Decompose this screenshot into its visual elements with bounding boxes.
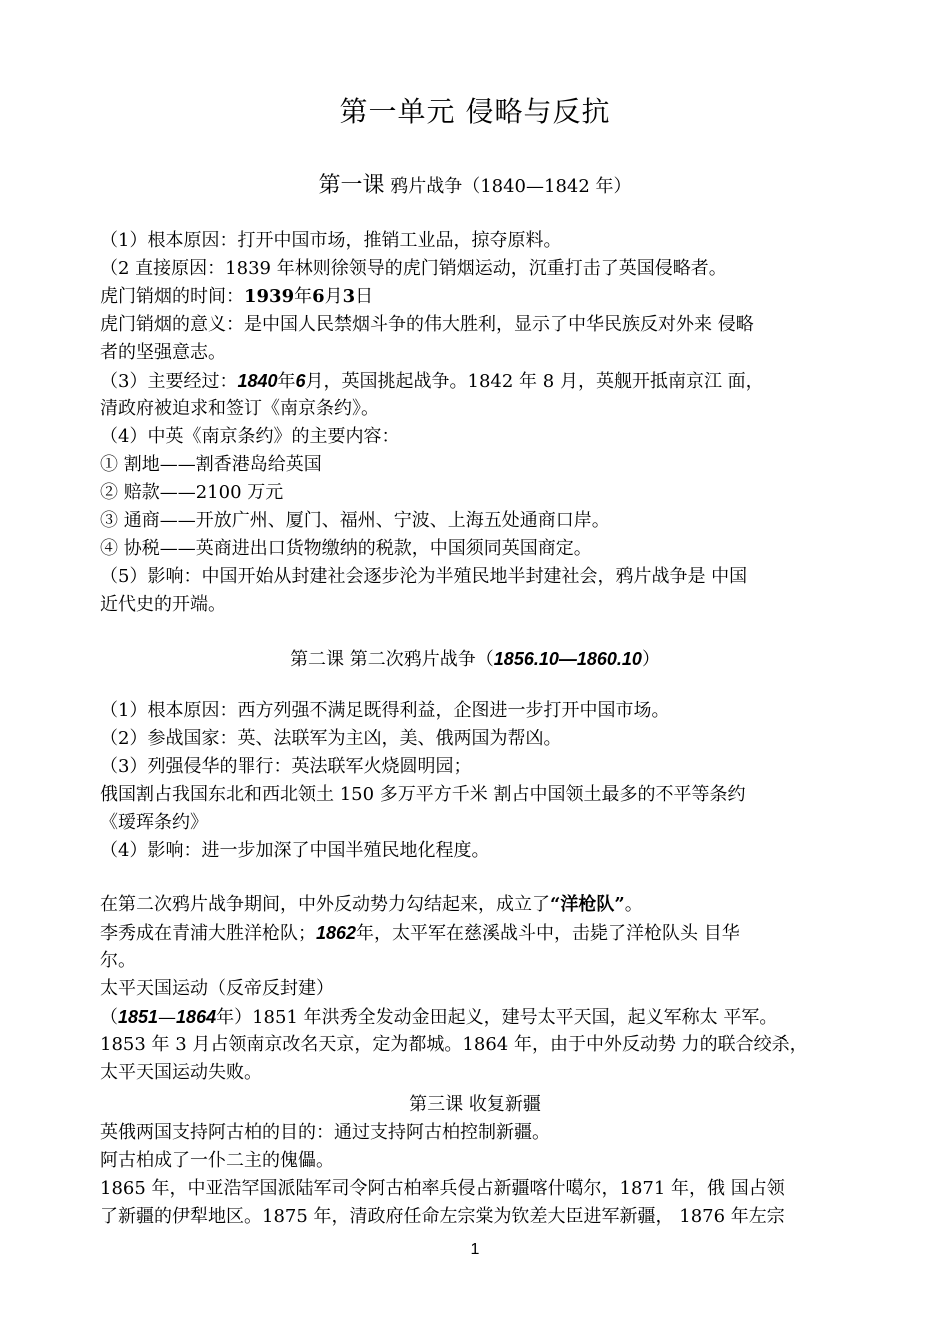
text-segment: 在第二次鸦片战争期间，中外反动势力勾结起来，成立了: [100, 894, 550, 915]
text-line: 者的坚强意志。: [100, 342, 226, 363]
text-line: （2 直接原因：1839 年林则徐领导的虎门销烟运动，沉重打击了英国侵略者。: [100, 258, 727, 279]
bold-term: “洋枪队”: [550, 894, 625, 915]
text-segment: 虎门销烟的时间：: [100, 286, 244, 307]
text-line: [100, 1003, 860, 1032]
text-line: 尔。: [100, 950, 136, 971]
lesson1-heading: [0, 172, 950, 201]
lesson2-dates: 1856.10—1860.10: [493, 649, 642, 669]
lesson3-heading: 第三课 收复新疆: [409, 1094, 541, 1115]
text-line: （5）影响：中国开始从封建社会逐步沦为半殖民地半封建社会，鸦片战争是 中国: [100, 566, 748, 587]
lesson2-heading-text: 第二课 第二次鸦片战争（: [290, 649, 494, 670]
text-line: （2）参战国家：英、法联军为主凶，美、俄两国为帮凶。: [100, 728, 562, 749]
dash-segment: —: [158, 1007, 177, 1028]
text-segment: 年: [294, 286, 313, 307]
text-segment: 年，太平军在慈溪战斗中，击毙了洋枪队头 目华: [356, 923, 740, 944]
text-line: 英俄两国支持阿古柏的目的：通过支持阿古柏控制新疆。: [100, 1122, 550, 1143]
lesson2-heading: [0, 645, 950, 674]
text-line: （3）列强侵华的罪行：英法联军火烧圆明园；: [100, 756, 472, 777]
text-line: 虎门销烟的意义：是中国人民禁烟斗争的伟大胜利，显示了中华民族反对外来 侵略: [100, 314, 754, 335]
list-item: ② 赔款——2100 万元: [100, 482, 284, 503]
page-number: 1: [470, 1241, 480, 1258]
text-line: 太平天国运动失败。: [100, 1062, 262, 1083]
text-segment: 。: [624, 894, 643, 915]
text-line: 阿古柏成了一仆二主的傀儡。: [100, 1150, 334, 1171]
unit-title: 第一单元 侵略与反抗: [339, 95, 611, 128]
month-bold: 6: [312, 286, 325, 307]
lesson2-heading-close: ）: [641, 649, 660, 670]
text-line: 《瑷珲条约》: [100, 812, 208, 833]
year-bold-italic: 1851: [118, 1007, 159, 1027]
text-line: （4）中英《南京条约》的主要内容：: [100, 426, 400, 447]
text-segment: 年: [277, 371, 296, 392]
list-item: ③ 通商——开放广州、厦门、福州、宁波、上海五处通商口岸。: [100, 510, 610, 531]
lesson1-heading-rest: 鸦片战争（1840—1842 年）: [390, 176, 632, 197]
text-segment: （: [100, 1007, 118, 1028]
text-line: 1865 年，中亚浩罕国派陆军司令阿古柏率兵侵占新疆喀什噶尔，1871 年，俄 国占领: [100, 1178, 785, 1199]
text-segment: 月，英国挑起战争。1842 年 8 月，英舰开抵南京江 面，: [305, 371, 764, 392]
text-line: （1）根本原因：西方列强不满足既得利益，企图进一步打开中国市场。: [100, 700, 670, 721]
text-line: （1）根本原因：打开中国市场，推销工业品，掠夺原料。: [100, 230, 562, 251]
list-item: ① 割地——割香港岛给英国: [100, 454, 322, 475]
text-line: [100, 891, 860, 919]
text-line: [100, 919, 860, 948]
text-line: [100, 367, 860, 396]
text-line: 太平天国运动（反帝反封建）: [100, 978, 334, 999]
text-line: 1853 年 3 月占领南京改名天京，定为都城。1864 年，由于中外反动势 力的联合绞杀，: [100, 1034, 808, 1055]
text-line: 近代史的开端。: [100, 594, 226, 615]
year-bold-italic: 1840: [237, 371, 278, 391]
text-line: [100, 283, 860, 311]
lesson1-heading-prefix: 第一课: [318, 173, 385, 198]
text-segment: 月: [324, 286, 343, 307]
text-segment: 李秀成在青浦大胜洋枪队；: [100, 923, 316, 944]
text-segment: 日: [355, 286, 374, 307]
text-line: 了新疆的伊犁地区。1875 年，清政府任命左宗棠为钦差大臣进军新疆， 1876 年左宗: [100, 1206, 785, 1227]
text-segment: （3）主要经过：: [100, 371, 238, 392]
text-segment: 年）1851 年洪秀全发动金田起义，建号太平天国，起义军称太 平军。: [216, 1007, 778, 1028]
year-bold-italic: 1862: [316, 923, 357, 943]
list-item: ④ 协税——英商进出口货物缴纳的税款，中国须同英国商定。: [100, 538, 592, 559]
month-bold-italic: 6: [295, 371, 306, 391]
text-line: （4）影响：进一步加深了中国半殖民地化程度。: [100, 840, 490, 861]
text-line: 俄国割占我国东北和西北领土 150 多万平方千米 割占中国领土最多的不平等条约: [100, 784, 746, 805]
text-line: 清政府被迫求和签订《南京条约》。: [100, 398, 379, 419]
year-bold-italic: 1864: [176, 1007, 217, 1027]
day-bold: 3: [342, 286, 356, 307]
year-bold: 1939: [244, 286, 295, 307]
